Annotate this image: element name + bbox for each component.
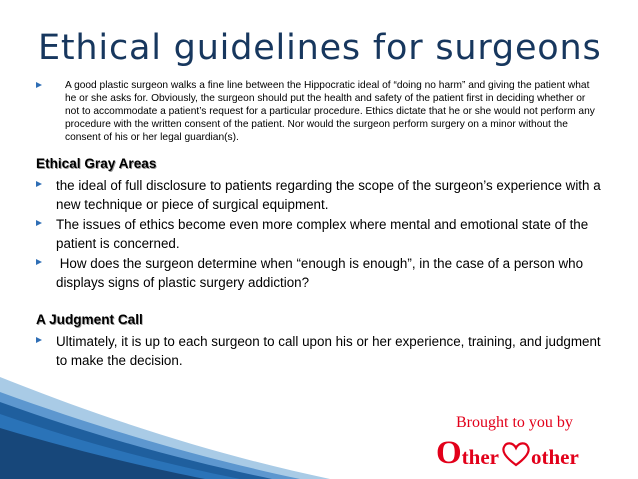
judgment-bullet bbox=[36, 332, 608, 370]
logo-word-other-2: other bbox=[531, 445, 579, 469]
bullet-arrow-icon bbox=[36, 181, 42, 187]
gray-area-bullet-text: How does the surgeon determine when “enough is enough”, in the case of a person who displays signs of plastic surgery addiction? bbox=[56, 256, 587, 290]
gray-areas-heading: Ethical Gray Areas bbox=[36, 156, 157, 171]
intro-bullet-text: A good plastic surgeon walks a fine line between the Hippocratic ideal of “doing no harm” and giving the patient what he or she asks for. Obviously, the surgeon should put the health and safety of the patient first in deciding whether or not to accommodate a patient’s request for a particular procedure. Ethics dictate that he or she would not perform any procedure with the written consent of the patient. Nor would the surgeon perform surgery on a minor without the consent of his or her legal guardian(s). bbox=[65, 80, 595, 143]
gray-area-bullet bbox=[36, 254, 608, 292]
heart-icon bbox=[501, 441, 531, 467]
gray-area-bullet bbox=[36, 176, 608, 214]
gray-area-bullet-text: the ideal of full disclosure to patients regarding the scope of the surgeon’s experience with a new technique or piece of surgical equipment. bbox=[56, 178, 601, 212]
logo-letter-o: O bbox=[436, 435, 462, 471]
gray-area-bullet bbox=[36, 215, 608, 253]
judgment-heading: A Judgment Call bbox=[36, 312, 143, 327]
gray-area-bullet-text: The issues of ethics become even more complex where mental and emotional state of the patient is concerned. bbox=[56, 217, 589, 251]
other-mother-logo bbox=[436, 436, 579, 470]
bullet-arrow-icon bbox=[36, 337, 42, 343]
logo-word-other: ther bbox=[461, 445, 499, 469]
slide-title: Ethical guidelines for surgeons bbox=[38, 28, 602, 68]
intro-bullet bbox=[36, 79, 598, 144]
bullet-arrow-icon bbox=[36, 259, 42, 265]
bullet-arrow-icon bbox=[36, 82, 42, 88]
judgment-bullet-text: Ultimately, it is up to each surgeon to call upon his or her experience, training, and judgment to make the decision. bbox=[56, 334, 601, 368]
brought-to-you-text: Brought to you by bbox=[456, 414, 573, 431]
bullet-arrow-icon bbox=[36, 220, 42, 226]
